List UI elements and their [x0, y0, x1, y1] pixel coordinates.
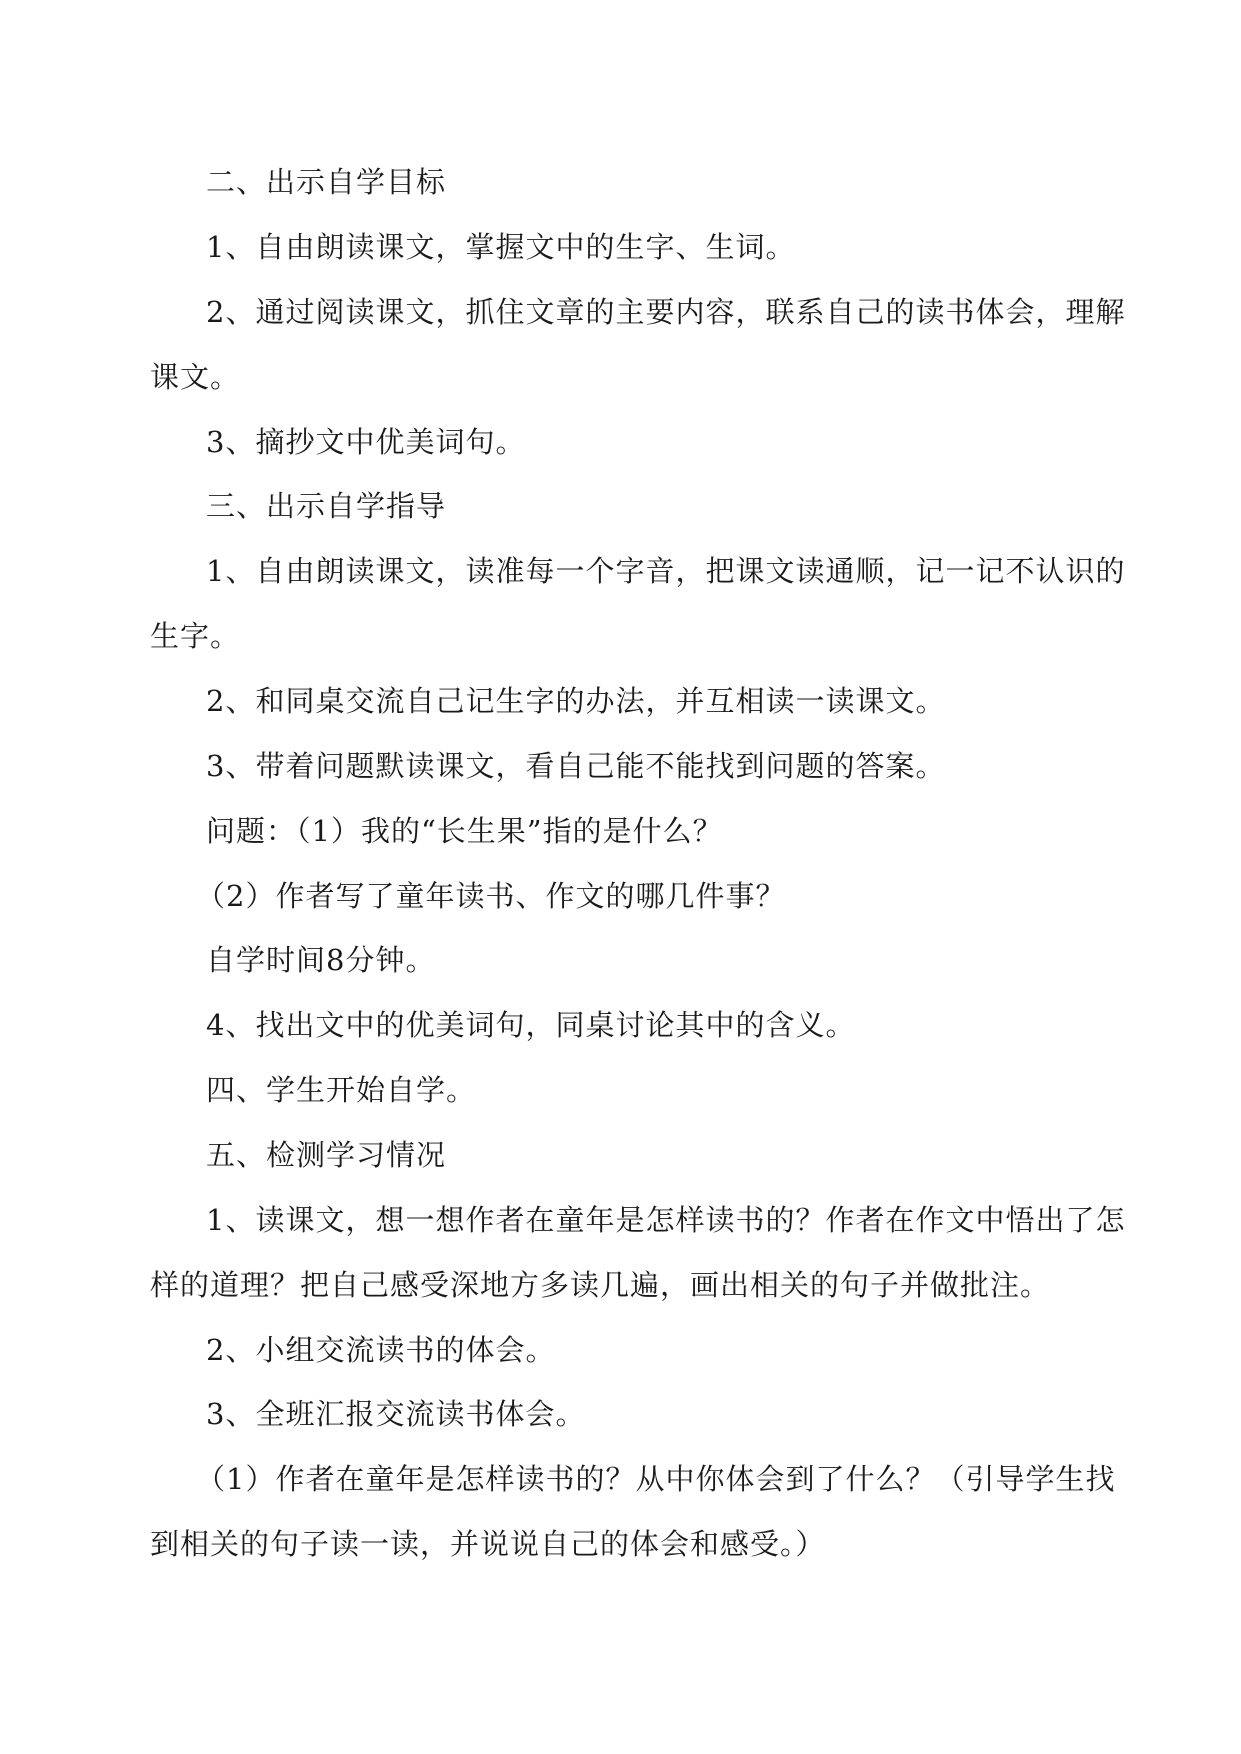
paragraph-line: 1、自由朗读课文，读准每一个字音，把课文读通顺，记一记不认识的	[206, 554, 1126, 588]
paragraph-line: 自学时间8分钟。	[206, 943, 436, 977]
heading-self-study-goals: 二、出示自学目标	[206, 165, 447, 199]
question-line: （2）作者写了童年读书、作文的哪几件事？	[196, 879, 786, 913]
paragraph-line: 2、和同桌交流自己记生字的办法，并互相读一读课文。	[206, 684, 946, 718]
paragraph-line: 3、全班汇报交流读书体会。	[206, 1397, 586, 1431]
paragraph-line: 2、小组交流读书的体会。	[206, 1333, 556, 1367]
paragraph-line: 生字。	[150, 619, 241, 653]
heading-check-learning: 五、检测学习情况	[206, 1138, 447, 1172]
paragraph-line: 2、通过阅读课文，抓住文章的主要内容，联系自己的读书体会，理解	[206, 295, 1126, 329]
heading-self-study-guidance: 三、出示自学指导	[206, 489, 447, 523]
paragraph-line: （1）作者在童年是怎样读书的？从中你体会到了什么？（引导学生找	[196, 1462, 1116, 1496]
heading-students-self-study: 四、学生开始自学。	[206, 1073, 477, 1107]
paragraph-line: 课文。	[150, 360, 241, 394]
paragraph-line: 1、自由朗读课文，掌握文中的生字、生词。	[206, 230, 796, 264]
question-line: 问题：（1）我的“长生果”指的是什么？	[206, 814, 723, 848]
paragraph-line: 3、摘抄文中优美词句。	[206, 425, 526, 459]
paragraph-line: 1、读课文，想一想作者在童年是怎样读书的？作者在作文中悟出了怎	[206, 1203, 1126, 1237]
paragraph-line: 样的道理？把自己感受深地方多读几遍，画出相关的句子并做批注。	[150, 1268, 1051, 1302]
paragraph-line: 4、找出文中的优美词句，同桌讨论其中的含义。	[206, 1008, 856, 1042]
paragraph-line: 到相关的句子读一读，并说说自己的体会和感受。）	[150, 1527, 826, 1561]
paragraph-line: 3、带着问题默读课文，看自己能不能找到问题的答案。	[206, 749, 946, 783]
